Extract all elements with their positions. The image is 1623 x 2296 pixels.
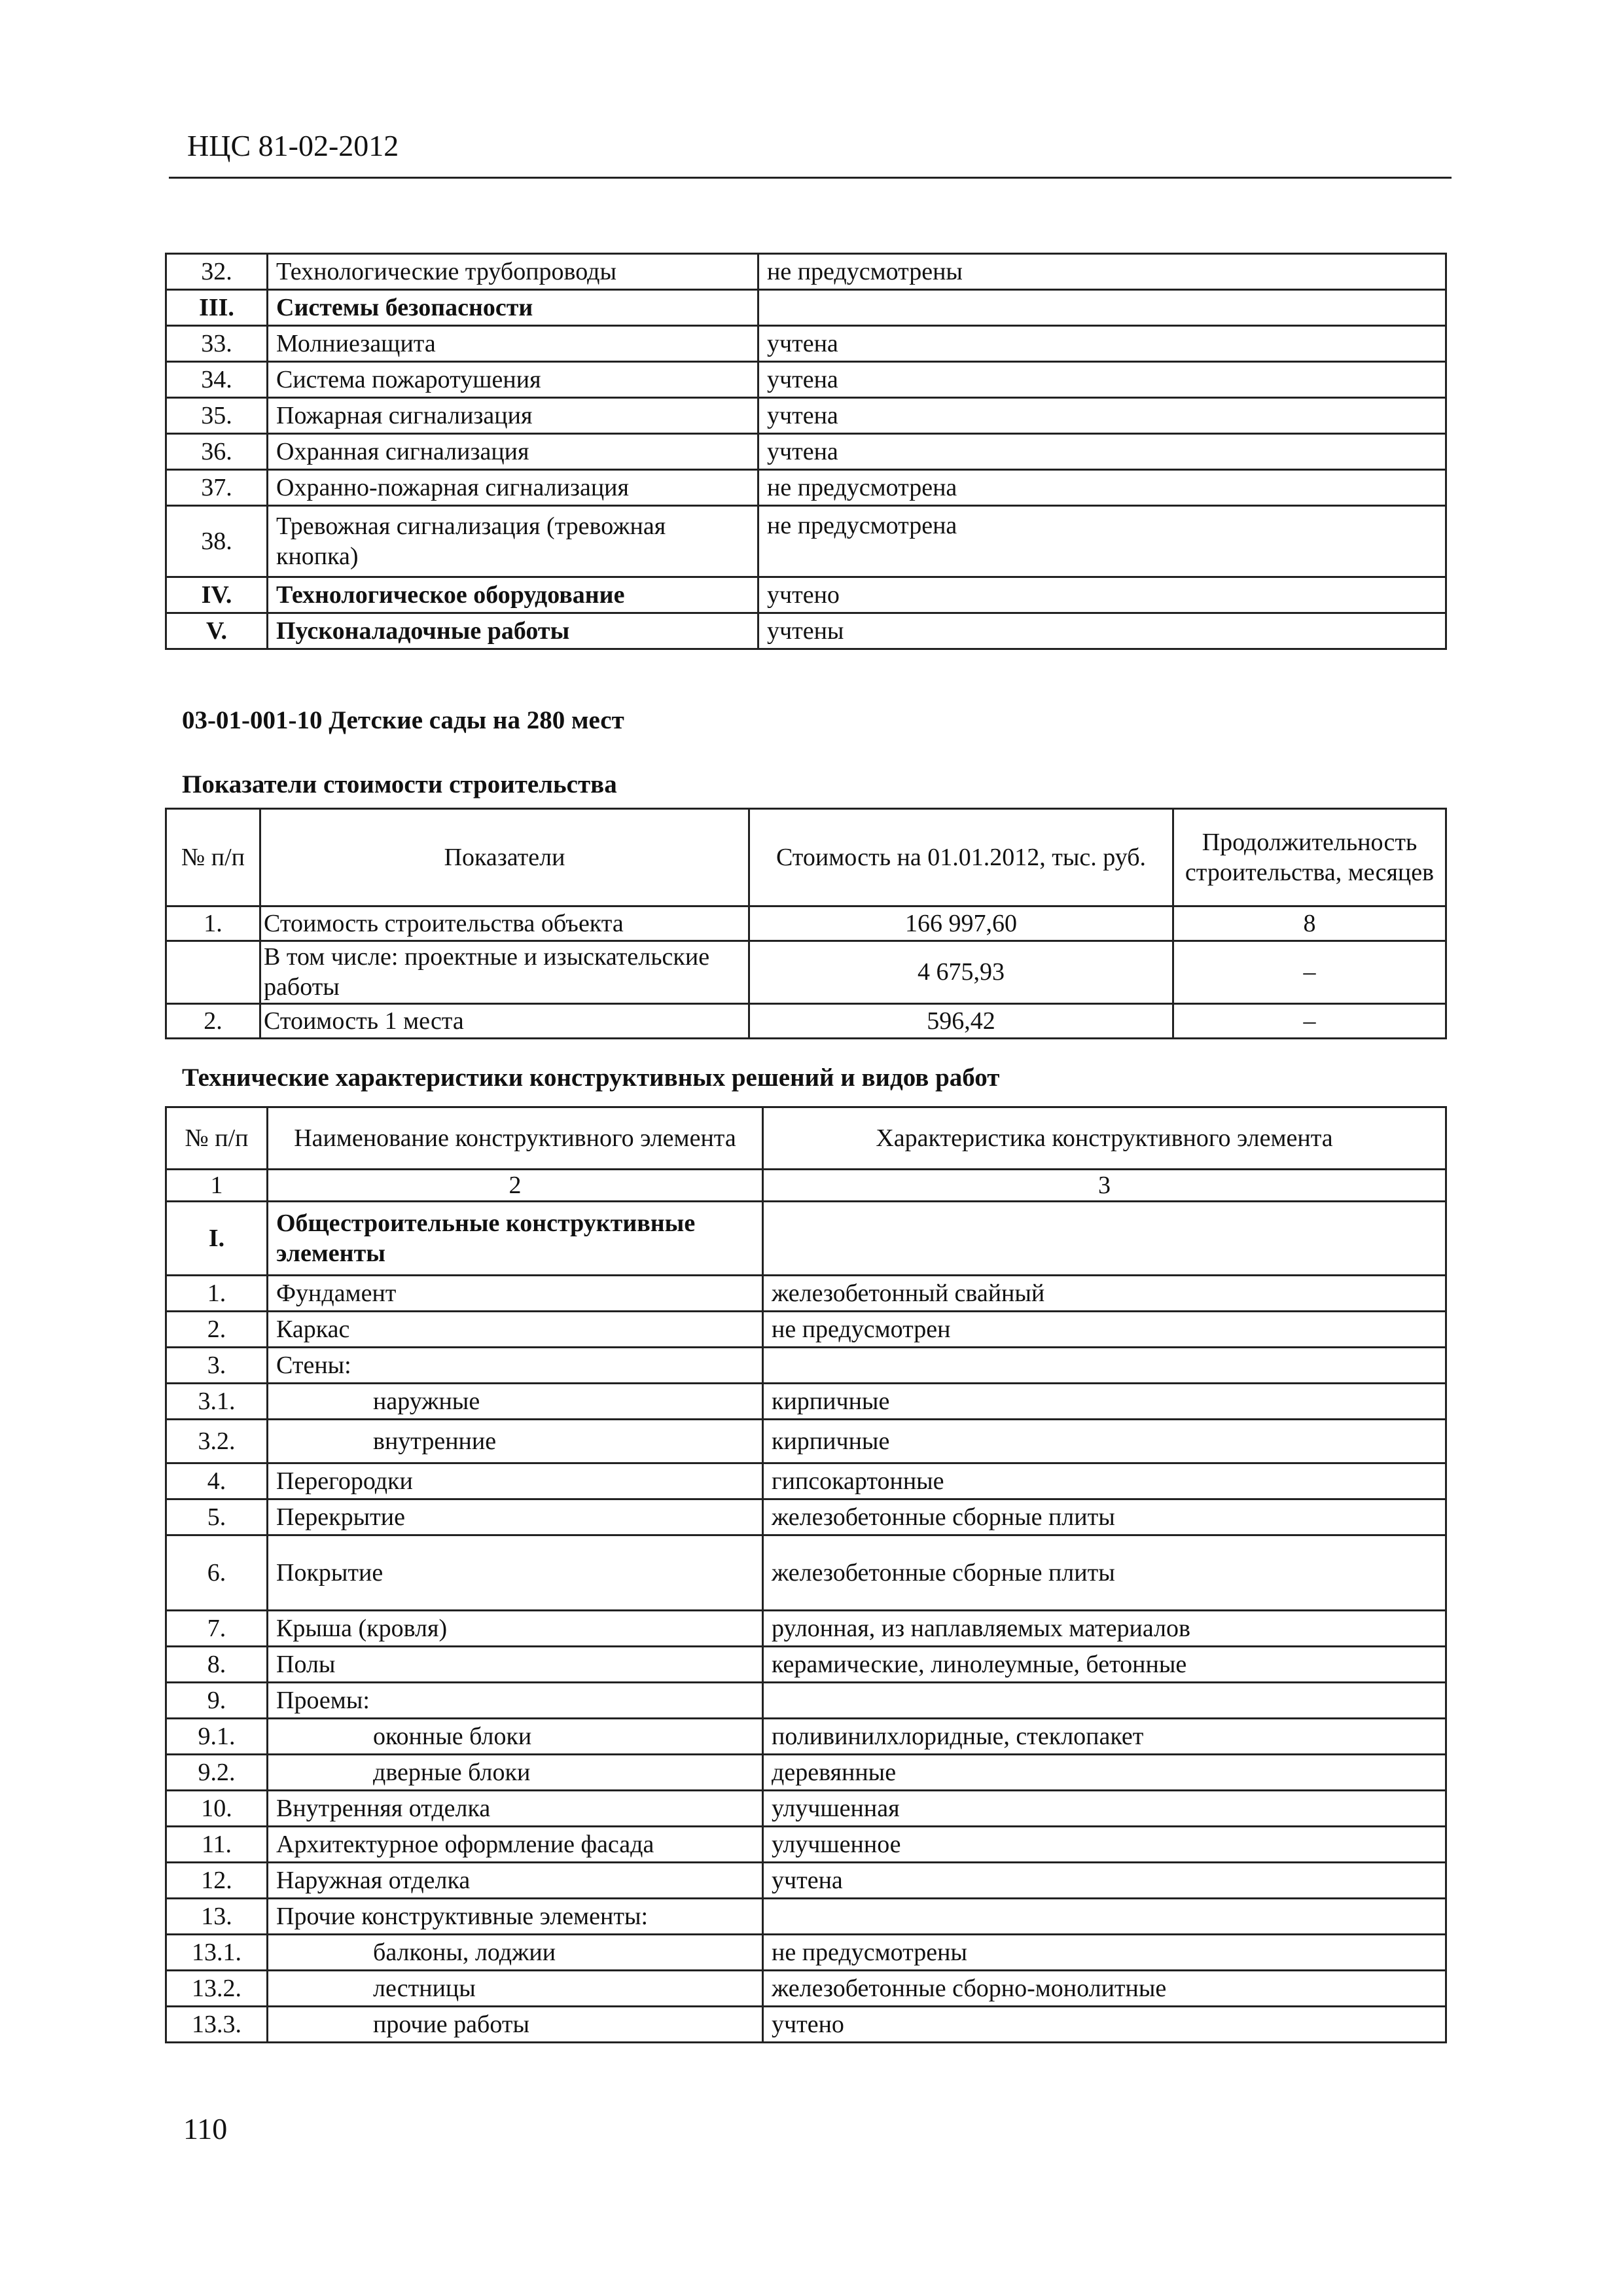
row-name: Полы [268, 1647, 763, 1683]
row-number: 13. [166, 1899, 268, 1935]
table-row [166, 1971, 1446, 2007]
row-value: рулонная, из наплавляемых материалов [763, 1611, 1446, 1647]
row-value: железобетонные сборные плиты [763, 1499, 1446, 1535]
row-name: Системы безопасности [268, 290, 758, 326]
row-value: гипсокартонные [763, 1463, 1446, 1499]
table-row [166, 1384, 1446, 1420]
table-row [166, 290, 1446, 326]
row-value: учтена [758, 398, 1446, 434]
row-number: 2. [166, 1003, 260, 1038]
table-row [166, 1863, 1446, 1899]
row-name: Крыша (кровля) [268, 1611, 763, 1647]
column-number: 3 [763, 1170, 1446, 1202]
row-name: Покрытие [268, 1535, 763, 1611]
row-cost: 4 675,93 [749, 941, 1173, 1004]
table-row [166, 1719, 1446, 1755]
row-value: учтена [758, 362, 1446, 398]
table-row [166, 577, 1446, 613]
section-cost-title: Показатели стоимости строительства [182, 770, 617, 798]
row-name: Внутренняя отделка [268, 1791, 763, 1827]
row-name: Пусконаладочные работы [268, 613, 758, 649]
row-duration: 8 [1173, 906, 1446, 941]
row-name: Стоимость строительства объекта [260, 906, 749, 941]
row-number: 13.3. [166, 2007, 268, 2043]
row-value: учтено [758, 577, 1446, 613]
row-number: 3.1. [166, 1384, 268, 1420]
table-row [166, 1202, 1446, 1276]
table-header-row [166, 809, 1446, 906]
row-name: Технологические трубопроводы [268, 254, 758, 290]
table-row [166, 1791, 1446, 1827]
row-value: улучшенная [763, 1791, 1446, 1827]
table-row [166, 1827, 1446, 1863]
cost-table [165, 808, 1447, 1039]
row-value [763, 1202, 1446, 1276]
row-value: кирпичные [763, 1384, 1446, 1420]
row-value: не предусмотрена [758, 470, 1446, 506]
table-row [166, 1535, 1446, 1611]
row-number: 7. [166, 1611, 268, 1647]
row-number: 3.2. [166, 1420, 268, 1463]
row-number: 37. [166, 470, 268, 506]
table-row [166, 1755, 1446, 1791]
row-number: 35. [166, 398, 268, 434]
page-number: 110 [183, 2112, 228, 2145]
section-tech-title: Технические характеристики конструктивных решений и видов работ [182, 1064, 1000, 1092]
row-value [763, 1348, 1446, 1384]
table-row [166, 941, 1446, 1004]
row-name: Прочие конструктивные элементы: [268, 1899, 763, 1935]
row-name: лестницы [268, 1971, 763, 2007]
row-value: учтена [758, 434, 1446, 470]
column-header: Продолжительность строительства, месяцев [1173, 809, 1446, 906]
table-row [166, 1899, 1446, 1935]
row-value: керамические, линолеумные, бетонные [763, 1647, 1446, 1683]
row-number: 9.1. [166, 1719, 268, 1755]
row-number: 2. [166, 1312, 268, 1348]
row-name: Перегородки [268, 1463, 763, 1499]
row-number: 38. [166, 506, 268, 577]
table-row [166, 362, 1446, 398]
row-value: не предусмотрены [763, 1935, 1446, 1971]
row-number: 4. [166, 1463, 268, 1499]
row-number: 12. [166, 1863, 268, 1899]
row-name: В том числе: проектные и изыскательские работы [260, 941, 749, 1004]
table-row [166, 613, 1446, 649]
row-name: Проемы: [268, 1683, 763, 1719]
row-number: 13.1. [166, 1935, 268, 1971]
row-number: 5. [166, 1499, 268, 1535]
column-header: Наименование конструктивного элемента [268, 1107, 763, 1170]
row-name: внутренние [268, 1420, 763, 1463]
row-name: дверные блоки [268, 1755, 763, 1791]
table-row [166, 1420, 1446, 1463]
row-value: улучшенное [763, 1827, 1446, 1863]
row-number: 10. [166, 1791, 268, 1827]
row-value: учтена [763, 1863, 1446, 1899]
table-row [166, 1935, 1446, 1971]
table-row [166, 1312, 1446, 1348]
row-value [763, 1899, 1446, 1935]
row-number: 8. [166, 1647, 268, 1683]
row-value: кирпичные [763, 1420, 1446, 1463]
row-duration: – [1173, 1003, 1446, 1038]
table-row [166, 470, 1446, 506]
row-number: III. [166, 290, 268, 326]
row-value: поливинилхлоридные, стеклопакет [763, 1719, 1446, 1755]
row-number: I. [166, 1202, 268, 1276]
row-name: Система пожаротушения [268, 362, 758, 398]
table-row [166, 434, 1446, 470]
row-name: Архитектурное оформление фасада [268, 1827, 763, 1863]
row-number: 9.2. [166, 1755, 268, 1791]
row-name: прочие работы [268, 2007, 763, 2043]
table-row [166, 2007, 1446, 2043]
table-row [166, 1647, 1446, 1683]
column-header: № п/п [166, 1107, 268, 1170]
row-number: V. [166, 613, 268, 649]
row-name: Охранно-пожарная сигнализация [268, 470, 758, 506]
table-row [166, 398, 1446, 434]
row-value [758, 290, 1446, 326]
row-value: учтена [758, 326, 1446, 362]
column-header: № п/п [166, 809, 260, 906]
row-cost: 166 997,60 [749, 906, 1173, 941]
row-name: Фундамент [268, 1276, 763, 1312]
row-name: балконы, лоджии [268, 1935, 763, 1971]
row-value: не предусмотрен [763, 1312, 1446, 1348]
row-number: 11. [166, 1827, 268, 1863]
row-number: 32. [166, 254, 268, 290]
row-value: не предусмотрены [758, 254, 1446, 290]
column-header: Показатели [260, 809, 749, 906]
column-number-row [166, 1170, 1446, 1202]
row-number: 13.2. [166, 1971, 268, 2007]
row-number: 34. [166, 362, 268, 398]
table-row [166, 1683, 1446, 1719]
row-name: Перекрытие [268, 1499, 763, 1535]
column-header: Стоимость на 01.01.2012, тыс. руб. [749, 809, 1173, 906]
row-name: Технологическое оборудование [268, 577, 758, 613]
row-number: 6. [166, 1535, 268, 1611]
row-name: Каркас [268, 1312, 763, 1348]
row-number: 33. [166, 326, 268, 362]
row-name: Общестроительные конструктивные элементы [268, 1202, 763, 1276]
row-value: деревянные [763, 1755, 1446, 1791]
row-number: IV. [166, 577, 268, 613]
row-name: оконные блоки [268, 1719, 763, 1755]
row-number: 36. [166, 434, 268, 470]
row-value: железобетонные сборные плиты [763, 1535, 1446, 1611]
row-value: железобетонный свайный [763, 1276, 1446, 1312]
row-name: Наружная отделка [268, 1863, 763, 1899]
column-number: 1 [166, 1170, 268, 1202]
table-row [166, 1348, 1446, 1384]
table-row [166, 1611, 1446, 1647]
row-number: 1. [166, 1276, 268, 1312]
row-name: Пожарная сигнализация [268, 398, 758, 434]
table-row [166, 1499, 1446, 1535]
table-header-row [166, 1107, 1446, 1170]
row-duration: – [1173, 941, 1446, 1004]
table-row [166, 1463, 1446, 1499]
row-number: 3. [166, 1348, 268, 1384]
header-divider [169, 177, 1452, 179]
construction-elements-table [165, 1106, 1447, 2043]
row-value: железобетонные сборно-монолитные [763, 1971, 1446, 2007]
table-row [166, 506, 1446, 577]
section-code-title: 03-01-001-10 Детские сады на 280 мест [182, 706, 624, 734]
table-row [166, 1276, 1446, 1312]
row-name: Стоимость 1 места [260, 1003, 749, 1038]
table-row [166, 1003, 1446, 1038]
row-value: учтено [763, 2007, 1446, 2043]
table-row [166, 326, 1446, 362]
row-name: Охранная сигнализация [268, 434, 758, 470]
column-header: Характеристика конструктивного элемента [763, 1107, 1446, 1170]
row-value: не предусмотрена [758, 506, 1446, 577]
row-name: Молниезащита [268, 326, 758, 362]
systems-table [165, 253, 1447, 650]
row-number: 9. [166, 1683, 268, 1719]
column-number: 2 [268, 1170, 763, 1202]
row-name: Стены: [268, 1348, 763, 1384]
page-header-title: НЦС 81-02-2012 [187, 129, 399, 162]
row-number: 1. [166, 906, 260, 941]
row-number [166, 941, 260, 1004]
table-row [166, 254, 1446, 290]
row-value [763, 1683, 1446, 1719]
table-row [166, 906, 1446, 941]
row-name: наружные [268, 1384, 763, 1420]
row-name: Тревожная сигнализация (тревожная кнопка) [268, 506, 758, 577]
row-cost: 596,42 [749, 1003, 1173, 1038]
row-value: учтены [758, 613, 1446, 649]
